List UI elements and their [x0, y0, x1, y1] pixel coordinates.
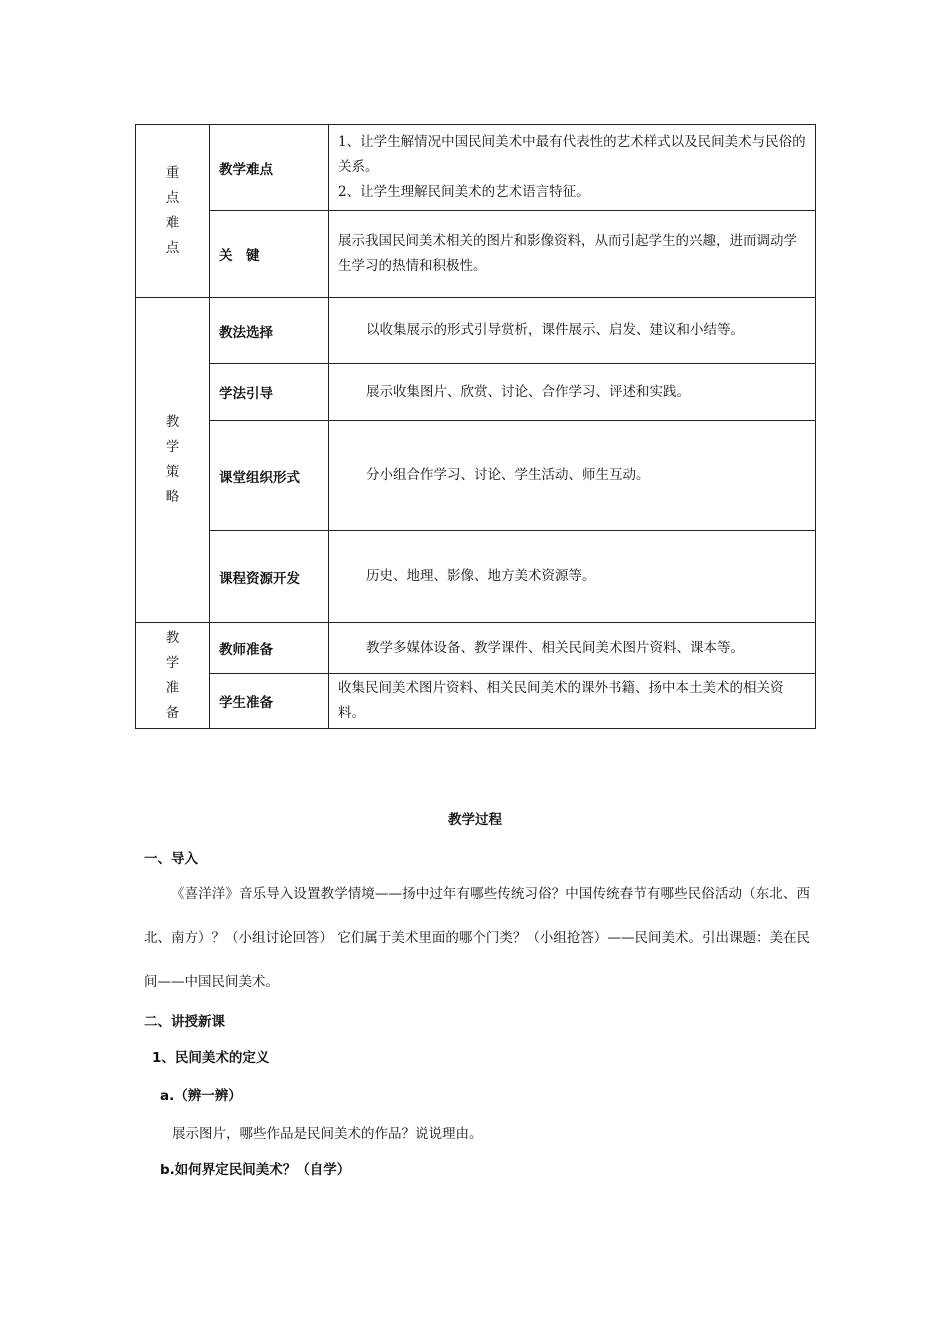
row-content: 教学多媒体设备、教学课件、相关民间美术图片资料、课本等。	[329, 623, 816, 674]
identify-text: 展示图片，哪些作品是民间美术的作品？说说理由。	[172, 1126, 483, 1142]
heading-intro: 一、导入	[144, 851, 198, 867]
subheading-identify: a.（辨一辨）	[160, 1088, 242, 1104]
row-content: 收集民间美术图片资料、相关民间美术的课外书籍、扬中本土美术的相关资料。	[329, 674, 816, 729]
table-row	[136, 364, 816, 421]
subheading-definition: 1、民间美术的定义	[152, 1050, 270, 1066]
row-label: 学生准备	[210, 674, 329, 729]
category-cell	[136, 125, 210, 298]
row-content: 以收集展示的形式引导赏析，课件展示、启发、建议和小结等。	[329, 298, 816, 364]
row-content-text: 1、让学生解情况中国民间美术中最有代表性的艺术样式以及民间美术与民俗的关系。 2、让学生理解民间美术的艺术语言特征。	[338, 134, 806, 200]
heading-new-lesson: 二、讲授新课	[144, 1014, 225, 1030]
category-cell	[136, 298, 210, 623]
table-row	[136, 125, 816, 211]
category-cell	[136, 623, 210, 729]
row-content	[329, 125, 816, 211]
row-label: 教法选择	[210, 298, 329, 364]
row-content: 展示收集图片、欣赏、讨论、合作学习、评述和实践。	[329, 364, 816, 421]
table-row	[136, 298, 816, 364]
category-label: 重点难点	[165, 165, 180, 256]
table-row	[136, 674, 816, 729]
table-row	[136, 623, 816, 674]
lesson-plan-table	[135, 124, 816, 729]
row-label: 教学难点	[210, 125, 329, 211]
row-label: 关 键	[210, 211, 329, 298]
category-label: 教学策略	[165, 414, 180, 505]
category-label: 教学准备	[165, 629, 180, 721]
table-row	[136, 211, 816, 298]
row-content: 分小组合作学习、讨论、学生活动、师生互动。	[329, 421, 816, 531]
row-label: 课程资源开发	[210, 531, 329, 623]
row-label: 学法引导	[210, 364, 329, 421]
row-label: 教师准备	[210, 623, 329, 674]
table-row	[136, 421, 816, 531]
row-label: 课堂组织形式	[210, 421, 329, 531]
intro-paragraph: 《喜洋洋》音乐导入设置教学情境——扬中过年有哪些传统习俗？中国传统春节有哪些民俗活动（东北、西北、南方）？（小组讨论回答） 它们属于美术里面的哪个门类？（小组抢答）——民间美术。引出课题：美在民间——中国民间美术。	[144, 886, 810, 990]
row-content: 历史、地理、影像、地方美术资源等。	[329, 531, 816, 623]
row-content: 展示我国民间美术相关的图片和影像资料，从而引起学生的兴趣，进而调动学生学习的热情和积极性。	[329, 211, 816, 298]
subheading-self-study: b.如何界定民间美术？（自学）	[160, 1162, 351, 1178]
table-row	[136, 531, 816, 623]
section-title: 教学过程	[448, 812, 502, 828]
